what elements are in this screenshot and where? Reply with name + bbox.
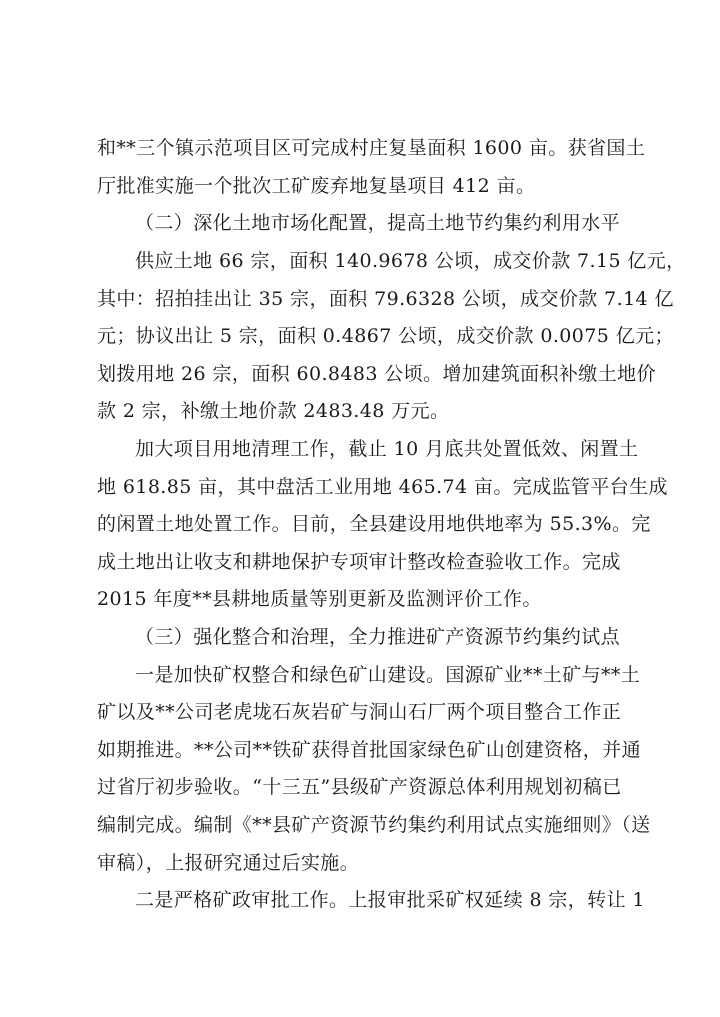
text-line: 加大项目用地清理工作，截止 10 月底共处置低效、闲置土 (135, 438, 639, 460)
text-line: 审稿），上报研究通过后实施。 (97, 852, 360, 874)
text-line: 划拨用地 26 宗，面积 60.8483 公顷。增加建筑面积补缴土地价 (97, 363, 656, 385)
text-line: 的闲置土地处置工作。目前，全县建设用地供地率为 55.3%。完 (97, 513, 651, 535)
text-line: 如期推进。**公司**铁矿获得首批国家绿色矿山创建资格，并通 (97, 739, 642, 761)
text-line: 2015 年度**县耕地质量等别更新及监测评价工作。 (97, 588, 542, 610)
text-line: 供应土地 66 宗，面积 140.9678 公顷，成交价款 7.15 亿元， (135, 250, 686, 272)
text-line: 矿以及**公司老虎垅石灰岩矿与洞山石厂两个项目整合工作正 (97, 701, 622, 723)
text-line: 一是加快矿权整合和绿色矿山建设。国源矿业**土矿与**土 (135, 664, 641, 686)
text-line: 款 2 宗，补缴土地价款 2483.48 万元。 (97, 400, 450, 422)
text-line: 元；协议出让 5 宗，面积 0.4867 公顷，成交价款 0.0075 亿元； (97, 325, 674, 347)
text-line: 其中：招拍挂出让 35 宗，面积 79.6328 公顷，成交价款 7.14 亿 (97, 288, 674, 310)
section-heading: （三）强化整合和治理，全力推进矿产资源节约集约试点 (135, 626, 621, 648)
section-heading: （二）深化土地市场化配置，提高土地节约集约利用水平 (135, 212, 621, 234)
text-line: 过省厅初步验收。“十三五”县级矿产资源总体利用规划初稿已 (97, 776, 622, 798)
text-line: 厅批准实施一个批次工矿废弃地复垦项目 412 亩。 (97, 175, 536, 197)
text-line: 编制完成。编制《**县矿产资源节约集约利用试点实施细则》（送 (97, 814, 651, 836)
text-line: 成土地出让收支和耕地保护专项审计整改检查验收工作。完成 (97, 551, 621, 573)
text-line: 二是严格矿政审批工作。上报审批采矿权延续 8 宗，转让 1 (135, 889, 645, 911)
text-line: 和**三个镇示范项目区可完成村庄复垦面积 1600 亩。获省国土 (97, 137, 646, 159)
text-line: 地 618.85 亩，其中盘活工业用地 465.74 亩。完成监管平台生成 (97, 476, 668, 498)
